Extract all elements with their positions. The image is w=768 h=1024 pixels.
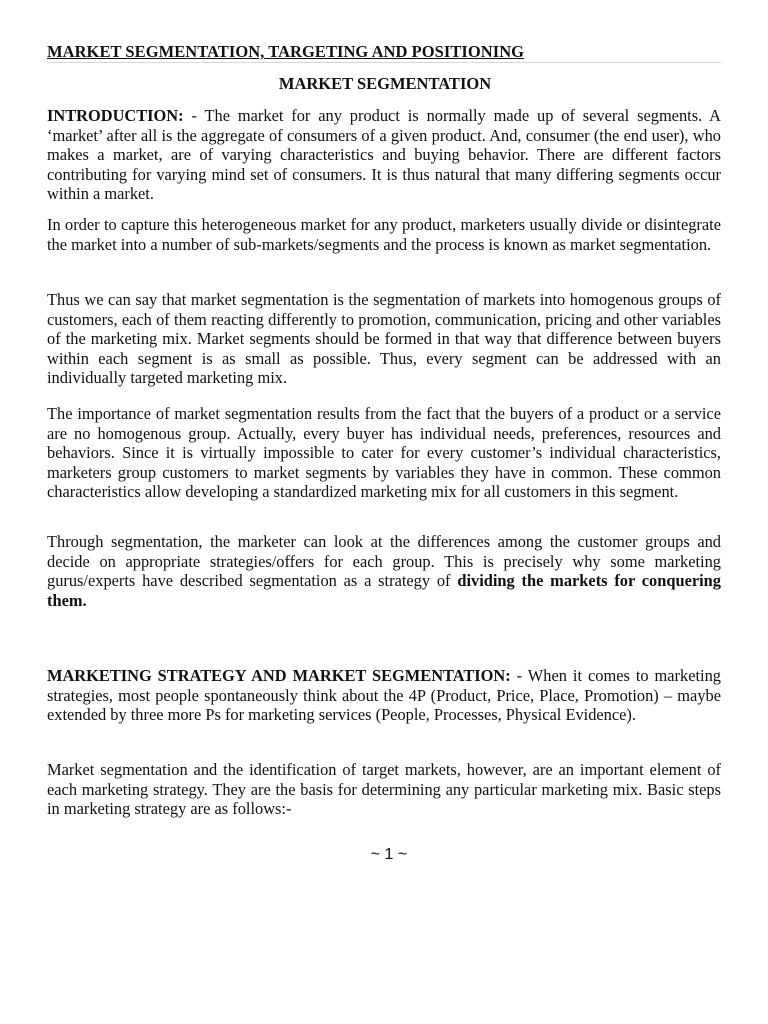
paragraph-text: - The market for any product is normally made up of several segments. A ‘market’ after all is the aggregate of consumers of a given product. And, consumer (the end user), who makes a market, are of varying characteristics and buying behavior. There are different factors contributing for varying mind set of consumers. It is thus natural that many differing segments occur within a market. (47, 106, 721, 204)
paragraph-lead: MARKETING STRATEGY AND MARKET SEGMENTATION: (47, 666, 511, 685)
page-number: ~ 1 ~ (370, 846, 408, 863)
title-divider (47, 62, 721, 63)
paragraph (47, 290, 721, 388)
paragraph (47, 215, 721, 254)
paragraph-text: Market segmentation and the identification of target markets, however, are an important element of each marketing strategy. They are the basis for determining any particular marketing mix. Basic steps in marketing strategy are as follows:- (47, 760, 721, 819)
paragraph-marketing-strategy (47, 666, 721, 725)
paragraph-text: Through segmentation, the marketer can look at the differences among the customer groups and decide on appropriate strategies/offers for each group. This is precisely why some marketing gurus/experts have described segmentation as a strategy of (47, 532, 721, 591)
paragraph (47, 760, 721, 819)
paragraph-text: In order to capture this heterogeneous market for any product, marketers usually divide or disintegrate the market into a number of sub-markets/segments and the process is known as market segmentation. (47, 215, 721, 254)
paragraph-text: Thus we can say that market segmentation is the segmentation of markets into homogenous groups of customers, each of them reacting differently to promotion, communication, pricing and other variables of the marketing mix. Market segments should be formed in that way that difference between buyers within each segment is as small as possible. Thus, every segment can be addressed with an individually targeted marketing mix. (47, 290, 721, 388)
section-heading: MARKET SEGMENTATION (278, 74, 492, 93)
paragraph-introduction (47, 106, 721, 204)
paragraph-lead: INTRODUCTION: (47, 106, 184, 125)
paragraph-text: The importance of market segmentation results from the fact that the buyers of a product or a service are no homogenous group. Actually, every buyer has individual needs, preferences, resources and behaviors. Since it is virtually impossible to cater for every customer’s individual characteristics, marketers group customers to market segments by variables they have in common. These common characteristics allow developing a standardized marketing mix for all customers in this segment. (47, 404, 721, 502)
paragraph-text: - When it comes to marketing strategies, most people spontaneously think about the 4P (Product, Price, Place, Promotion) – maybe extended by three more Ps for marketing services (People, Processes, Physical Evidence). (47, 666, 721, 725)
paragraph (47, 532, 721, 610)
paragraph-emphasis: dividing the markets for conquering them. (47, 571, 721, 610)
document-title: MARKET SEGMENTATION, TARGETING AND POSITIONING (47, 42, 525, 61)
paragraph (47, 404, 721, 502)
